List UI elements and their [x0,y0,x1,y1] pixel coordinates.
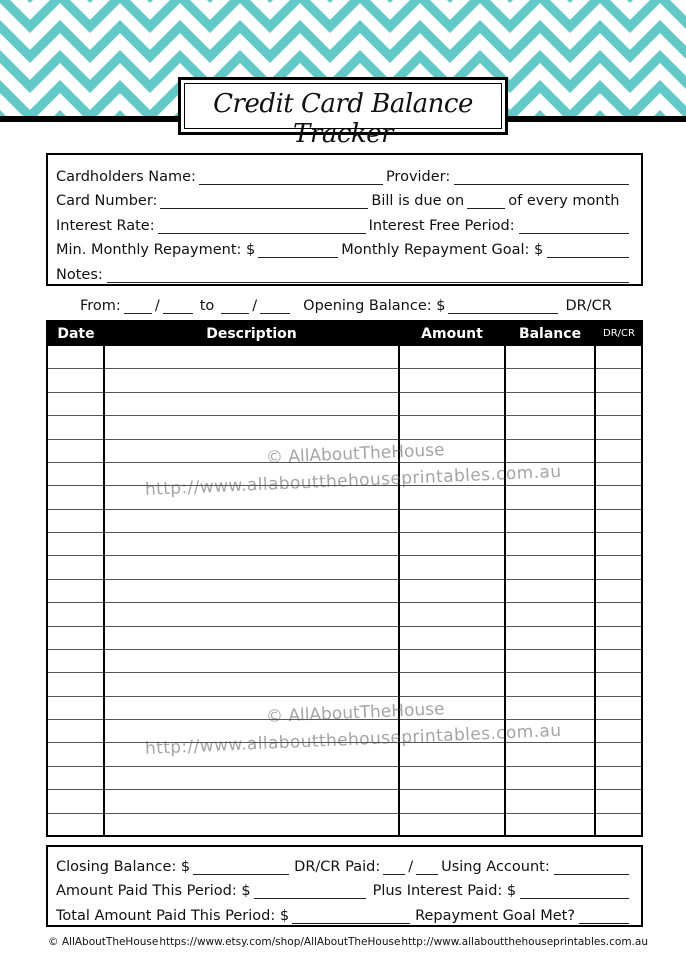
closing-balance-label: Closing Balance: $ [56,858,191,875]
footer-website-link[interactable]: http://www.allaboutthehouseprintables.com.au [401,936,648,948]
card-number-field[interactable] [160,195,368,209]
table-row[interactable] [48,673,641,696]
footer [48,936,648,948]
footer-etsy-link[interactable]: https://www.etsy.com/shop/AllAboutTheHouse [159,936,401,948]
chevron-stripe [0,20,686,63]
chevron-stripe [0,0,686,33]
min-monthly-repayment-field[interactable] [258,244,338,258]
total-amount-label: Total Amount Paid This Period: $ [56,907,290,924]
card-details-box [46,153,643,286]
goal-met-label: Repayment Goal Met? [415,907,576,924]
table-row[interactable] [48,814,641,837]
provider-label: Provider: [385,168,451,185]
notes-field[interactable] [107,269,629,283]
total-line [56,899,633,924]
column-divider-amount [504,346,506,835]
interest-rate-field[interactable] [158,220,366,234]
interest-line [56,209,633,234]
column-divider-description [398,346,400,835]
bill-due-label: Bill is due on [371,193,465,209]
table-row[interactable] [48,627,641,650]
column-header-amount: Amount [421,326,483,342]
column-header-date: Date [57,326,95,342]
watermark-url-top: http://www.allaboutthehouseprintables.com.au [144,461,562,500]
of-every-month-label: of every month [508,193,620,209]
table-row[interactable] [48,790,641,813]
plus-interest-field[interactable] [520,885,629,899]
table-row[interactable] [48,416,641,439]
table-row[interactable] [48,603,641,626]
column-header-description: Description [206,326,297,342]
opening-balance-field[interactable] [448,300,558,314]
table-body [48,346,641,835]
from-month-field[interactable] [163,300,193,314]
card-number-label: Card Number: [56,193,158,209]
notes-line [56,258,633,283]
table-row[interactable] [48,533,641,556]
min-monthly-repayment-label: Min. Monthly Repayment: $ [56,242,256,258]
opening-dr-cr-label: DR/CR [565,298,612,314]
amount-paid-label: Amount Paid This Period: $ [56,883,251,899]
cardholders-name-field[interactable] [199,171,383,185]
to-day-field[interactable] [221,300,249,314]
to-month-field[interactable] [260,300,290,314]
closing-balance-field[interactable] [193,861,289,875]
from-day-field[interactable] [124,300,152,314]
cardholder-line [56,160,633,185]
table-row[interactable] [48,556,641,579]
dr-cr-paid-label: DR/CR Paid: [294,858,381,875]
watermark-copyright-bottom: © AllAboutTheHouse [265,699,445,727]
plus-interest-label: Plus Interest Paid: $ [372,883,517,899]
table-row[interactable] [48,346,641,369]
column-header-dr-cr: DR/CR [603,328,635,339]
table-row[interactable] [48,393,641,416]
watermark-url-bottom: http://www.allaboutthehouseprintables.com.au [144,720,562,759]
total-amount-field[interactable] [292,910,410,924]
to-slash: / [252,298,258,314]
bill-due-day-field[interactable] [467,195,505,209]
table-row[interactable] [48,767,641,790]
column-divider-balance [594,346,596,835]
table-row[interactable] [48,650,641,673]
table-row[interactable] [48,369,641,392]
using-account-field[interactable] [554,861,629,875]
summary-box [46,845,643,927]
dr-cr-paid-slash: / [408,858,414,875]
interest-free-period-field[interactable] [519,220,629,234]
table-header [48,322,641,346]
goal-met-field[interactable] [579,910,629,924]
from-label: From: [80,298,121,314]
amount-paid-field[interactable] [254,885,366,899]
table-row[interactable] [48,510,641,533]
interest-free-period-label: Interest Free Period: [368,217,515,234]
to-label: to [199,298,215,314]
from-slash: / [154,298,160,314]
interest-rate-label: Interest Rate: [56,217,155,234]
notes-label: Notes: [56,266,103,283]
table-row[interactable] [48,580,641,603]
title-frame [178,77,508,149]
dr-cr-paid-first-field[interactable] [383,861,405,875]
closing-line [56,850,633,875]
transactions-table [46,320,643,837]
dr-cr-paid-second-field[interactable] [416,861,438,875]
card-number-line [56,185,633,210]
monthly-repayment-goal-field[interactable] [547,244,629,258]
cardholders-name-label: Cardholders Name: [56,168,196,185]
page-title: Credit Card Balance Tracker [213,89,473,149]
repayment-line [56,234,633,259]
chevron-stripe [0,0,686,3]
period-row [80,292,640,314]
amount-paid-line [56,875,633,900]
column-divider-date [103,346,105,835]
using-account-label: Using Account: [441,858,550,875]
monthly-repayment-goal-label: Monthly Repayment Goal: $ [341,242,544,258]
opening-balance-label: Opening Balance: $ [303,298,446,314]
provider-field[interactable] [454,171,629,185]
watermark-copyright-top: © AllAboutTheHouse [265,440,445,468]
column-header-balance: Balance [518,326,582,342]
footer-copyright: © AllAboutTheHouse [48,936,159,948]
